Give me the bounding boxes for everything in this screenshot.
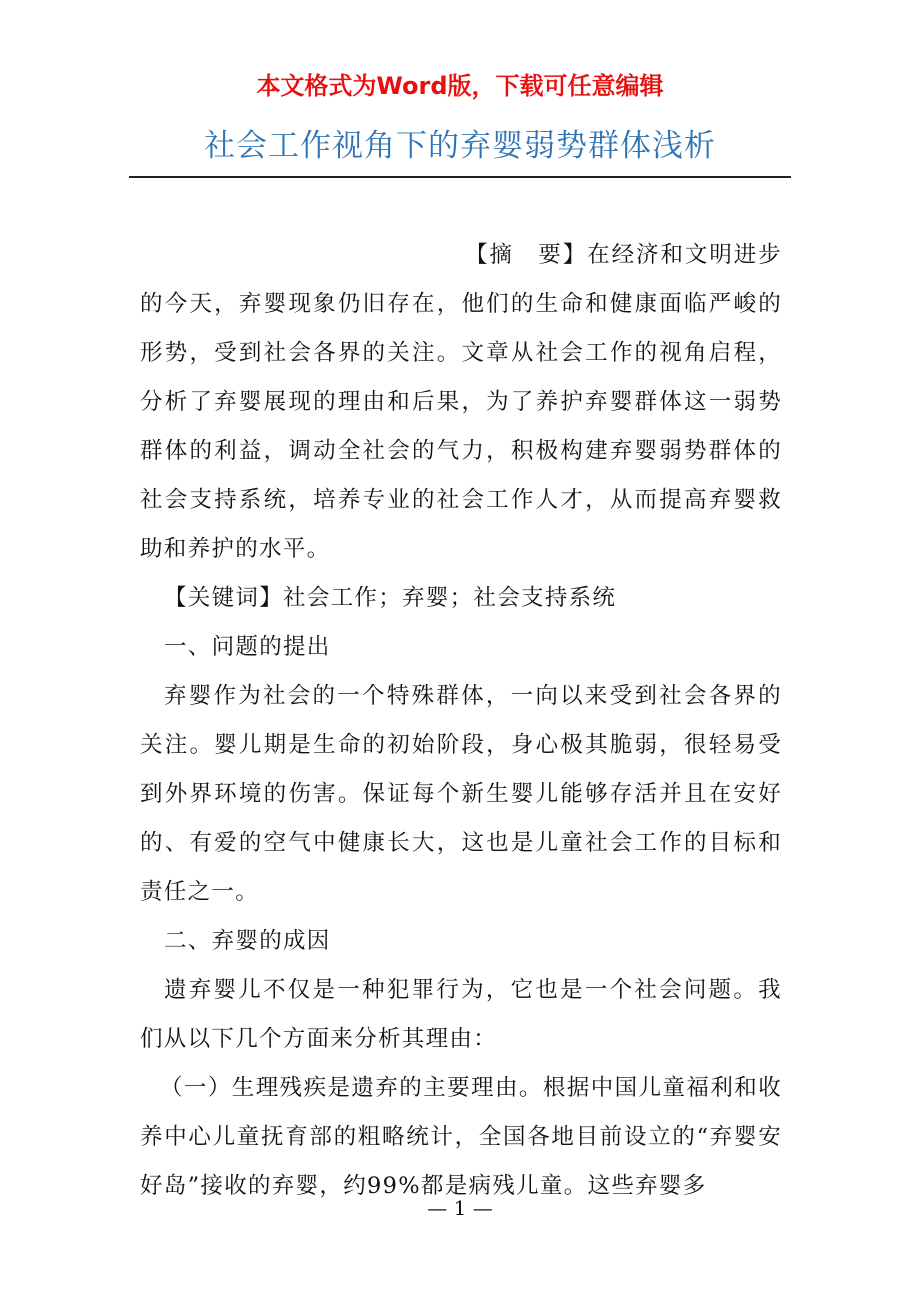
page-number: — 1 — <box>427 1196 493 1220</box>
section-1-heading: 一、问题的提出 <box>164 634 331 660</box>
section-1-paragraph: 弃婴作为社会的一个特殊群体，一向以来受到社会各界的关注。婴儿期是生命的初始阶段，身心极其脆弱，很轻易受到外界环境的伤害。保证每个新生婴儿能够存活并且在安好的、有爱的空气中健康长大，这也是儿童社会工作的目标和责任之一。 <box>140 683 782 905</box>
abstract-text: 在经济和文明进步的今天，弃婴现象仍旧存在，他们的生命和健康面临严峻的形势，受到社会各界的关注。文章从社会工作的视角启程，分析了弃婴展现的理由和后果，为了养护弃婴群体这一弱势群体的利益，调动全社会的气力，积极构建弃婴弱势群体的社会支持系统，培养专业的社会工作人才，从而提高弃婴救助和养护的水平。 <box>140 242 782 562</box>
keywords-paragraph <box>140 574 782 623</box>
abstract-paragraph <box>140 231 782 574</box>
document-title: 社会工作视角下的弃婴弱势群体浅析 <box>204 128 716 164</box>
abstract-label: 【摘 要】 <box>465 242 588 268</box>
section-2-intro: 遗弃婴儿不仅是一种犯罪行为，它也是一个社会问题。我们从以下几个方面来分析其理由： <box>140 977 782 1052</box>
keywords-text: 社会工作；弃婴；社会支持系统 <box>283 585 617 611</box>
document-body <box>140 231 782 1211</box>
section-2-item-1: （一）生理残疾是遗弃的主要理由。根据中国儿童福利和收养中心儿童抚育部的粗略统计，全国各地目前设立的“弃婴安好岛”接收的弃婴，约99%都是病残儿童。这些弃婴多 <box>140 1075 782 1199</box>
download-banner: 本文格式为Word版，下载可任意编辑 <box>256 72 664 100</box>
section-2-heading: 二、弃婴的成因 <box>164 928 331 954</box>
title-divider <box>129 176 791 178</box>
keywords-label: 【关键词】 <box>164 585 284 611</box>
